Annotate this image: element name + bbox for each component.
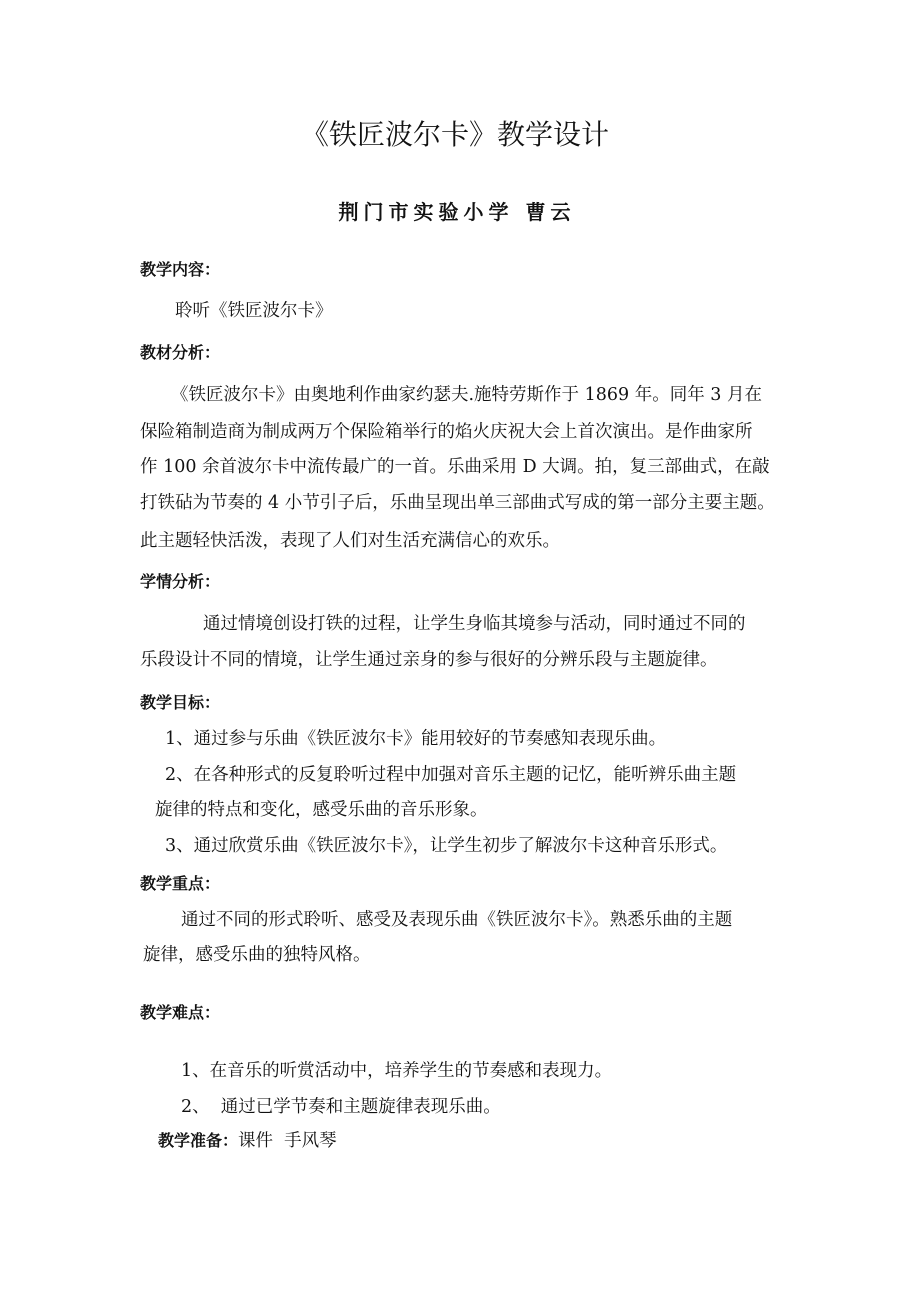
- keypoint-line: 旋律，感受乐曲的独特风格。: [143, 945, 371, 965]
- goal-line: 3、通过欣赏乐曲《铁匠波尔卡》，让学生初步了解波尔卡这种音乐形式。: [165, 836, 728, 856]
- difficulty-line: 1、在音乐的听赏活动中，培养学生的节奏感和表现力。: [181, 1061, 613, 1081]
- goal-line: 1、通过参与乐曲《铁匠波尔卡》能用较好的节奏感知表现乐曲。: [165, 729, 667, 749]
- analysis-line: 作 100 余首波尔卡中流传最广的一首。乐曲采用 D 大调。拍，复三部曲式，在敲: [140, 457, 770, 477]
- analysis-line: 打铁砧为节奏的 4 小节引子后，乐曲呈现出单三部曲式写成的第一部分主要主题。: [140, 493, 775, 513]
- document-title: 《铁匠波尔卡》教学设计: [300, 118, 609, 151]
- students-line: 乐段设计不同的情境，让学生通过亲身的参与很好的分辨乐段与主题旋律。: [140, 650, 718, 670]
- heading-students: 学情分析：: [140, 572, 221, 591]
- analysis-line: 此主题轻快活泼，表现了人们对生活充满信心的欢乐。: [140, 531, 560, 551]
- heading-difficulties: 教学难点：: [140, 1003, 221, 1022]
- students-line: 通过情境创设打铁的过程，让学生身临其境参与活动，同时通过不同的: [203, 614, 746, 634]
- heading-content: 教学内容：: [140, 260, 221, 279]
- preparation-value: 课件 手风琴: [238, 1131, 337, 1151]
- heading-preparation: 教学准备：: [158, 1131, 239, 1150]
- heading-keypoints: 教学重点：: [140, 874, 221, 893]
- author-line: 荆门市实验小学 曹云: [338, 200, 576, 224]
- goal-line: 旋律的特点和变化，感受乐曲的音乐形象。: [155, 800, 488, 820]
- preparation-row: [158, 1130, 337, 1152]
- goal-line: 2、在各种形式的反复聆听过程中加强对音乐主题的记忆，能听辨乐曲主题: [165, 765, 737, 785]
- difficulty-line: 2、 通过已学节奏和主题旋律表现乐曲。: [181, 1097, 501, 1117]
- content-line: 聆听《铁匠波尔卡》: [175, 301, 333, 321]
- analysis-line: 保险箱制造商为制成两万个保险箱举行的焰火庆祝大会上首次演出。是作曲家所: [140, 422, 753, 442]
- heading-analysis: 教材分析：: [140, 343, 221, 362]
- analysis-line: 《铁匠波尔卡》由奥地利作曲家约瑟夫.施特劳斯作于 1869 年。同年 3 月在: [171, 385, 762, 405]
- heading-goals: 教学目标：: [140, 693, 221, 712]
- keypoint-line: 通过不同的形式聆听、感受及表现乐曲《铁匠波尔卡》。熟悉乐曲的主题: [181, 910, 733, 930]
